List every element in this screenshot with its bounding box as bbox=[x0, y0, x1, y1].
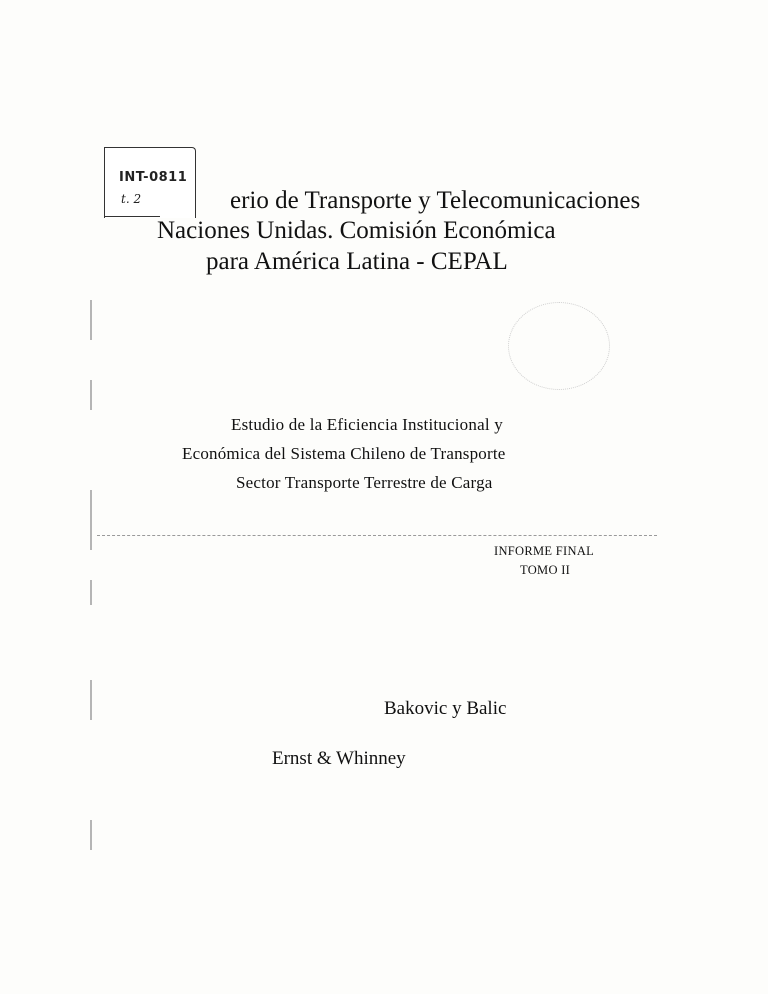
margin-mark bbox=[90, 380, 92, 410]
stamp-volume: t. 2 bbox=[121, 192, 142, 206]
study-title-line-1: Estudio de la Eficiencia Institucional y bbox=[231, 415, 503, 434]
consultant-name-1: Bakovic y Balic bbox=[384, 698, 507, 719]
margin-mark bbox=[90, 580, 92, 605]
study-title-line-2: Económica del Sistema Chileno de Transporte bbox=[182, 444, 506, 463]
stamp-code: INT-0811 bbox=[119, 170, 188, 185]
library-stamp bbox=[104, 147, 196, 218]
study-title-line-3: Sector Transporte Terrestre de Carga bbox=[236, 473, 493, 492]
report-type: INFORME FINAL bbox=[494, 544, 595, 558]
cepal-title: para América Latina - CEPAL bbox=[206, 248, 508, 275]
margin-mark bbox=[90, 490, 92, 550]
un-commission-title: Naciones Unidas. Comisión Económica bbox=[157, 217, 556, 244]
report-volume: TOMO II bbox=[520, 563, 571, 577]
ministry-title: erio de Transporte y Telecomunicaciones bbox=[230, 187, 641, 214]
consultant-name-2: Ernst & Whinney bbox=[272, 748, 406, 769]
fold-line bbox=[97, 535, 657, 536]
margin-mark bbox=[90, 820, 92, 850]
faded-seal bbox=[508, 302, 610, 390]
binding-margin-marks bbox=[84, 300, 104, 880]
margin-mark bbox=[90, 300, 92, 340]
stamp-bottom-edge bbox=[104, 216, 160, 217]
margin-mark bbox=[90, 680, 92, 720]
